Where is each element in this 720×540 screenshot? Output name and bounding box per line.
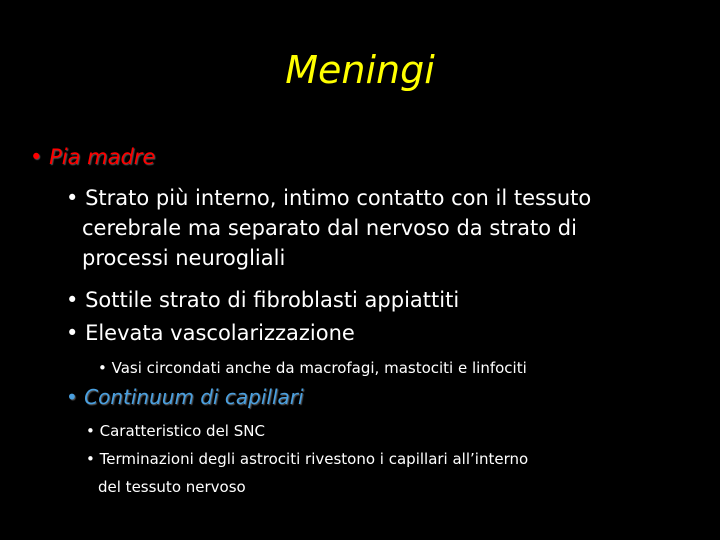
slide-title: Meningi: [285, 48, 435, 92]
bullet-point-vascolarizzazione: [66, 318, 355, 348]
sub-bullet-vasi: [98, 354, 527, 382]
heading-text: Continuum di capillari: [84, 385, 304, 409]
sub-bullet-caratteristico: [86, 417, 265, 445]
bullet-glyph: •: [30, 145, 43, 169]
subpoint-line: Caratteristico del SNC: [99, 422, 265, 440]
heading-text: Pia madre: [49, 145, 156, 169]
subpoint-line: Terminazioni degli astrociti rivestono i capillari all’interno: [99, 450, 529, 468]
bullet-glyph: •: [86, 450, 95, 468]
point-line: cerebrale ma separato dal nervoso da strato di: [82, 216, 577, 240]
section-heading-pia-madre: [30, 145, 155, 169]
subpoint-line: Vasi circondati anche da macrofagi, mastociti e linfociti: [111, 359, 527, 377]
bullet-glyph: •: [66, 385, 78, 409]
bullet-glyph: •: [66, 321, 79, 345]
section-heading-continuum: [66, 385, 304, 409]
bullet-glyph: •: [98, 359, 107, 377]
bullet-glyph: •: [86, 422, 95, 440]
sub-bullet-terminazioni: [86, 445, 528, 501]
bullet-glyph: •: [66, 186, 79, 210]
bullet-point-fibroblasti: [66, 285, 459, 315]
point-line: processi neurogliali: [82, 246, 286, 270]
point-line: Sottile strato di fibroblasti appiattiti: [85, 288, 460, 312]
point-line: Elevata vascolarizzazione: [85, 321, 355, 345]
bullet-glyph: •: [66, 288, 79, 312]
point-line: Strato più interno, intimo contatto con il tessuto: [85, 186, 592, 210]
bullet-point-strato: [66, 183, 591, 273]
subpoint-line: del tessuto nervoso: [98, 478, 246, 496]
